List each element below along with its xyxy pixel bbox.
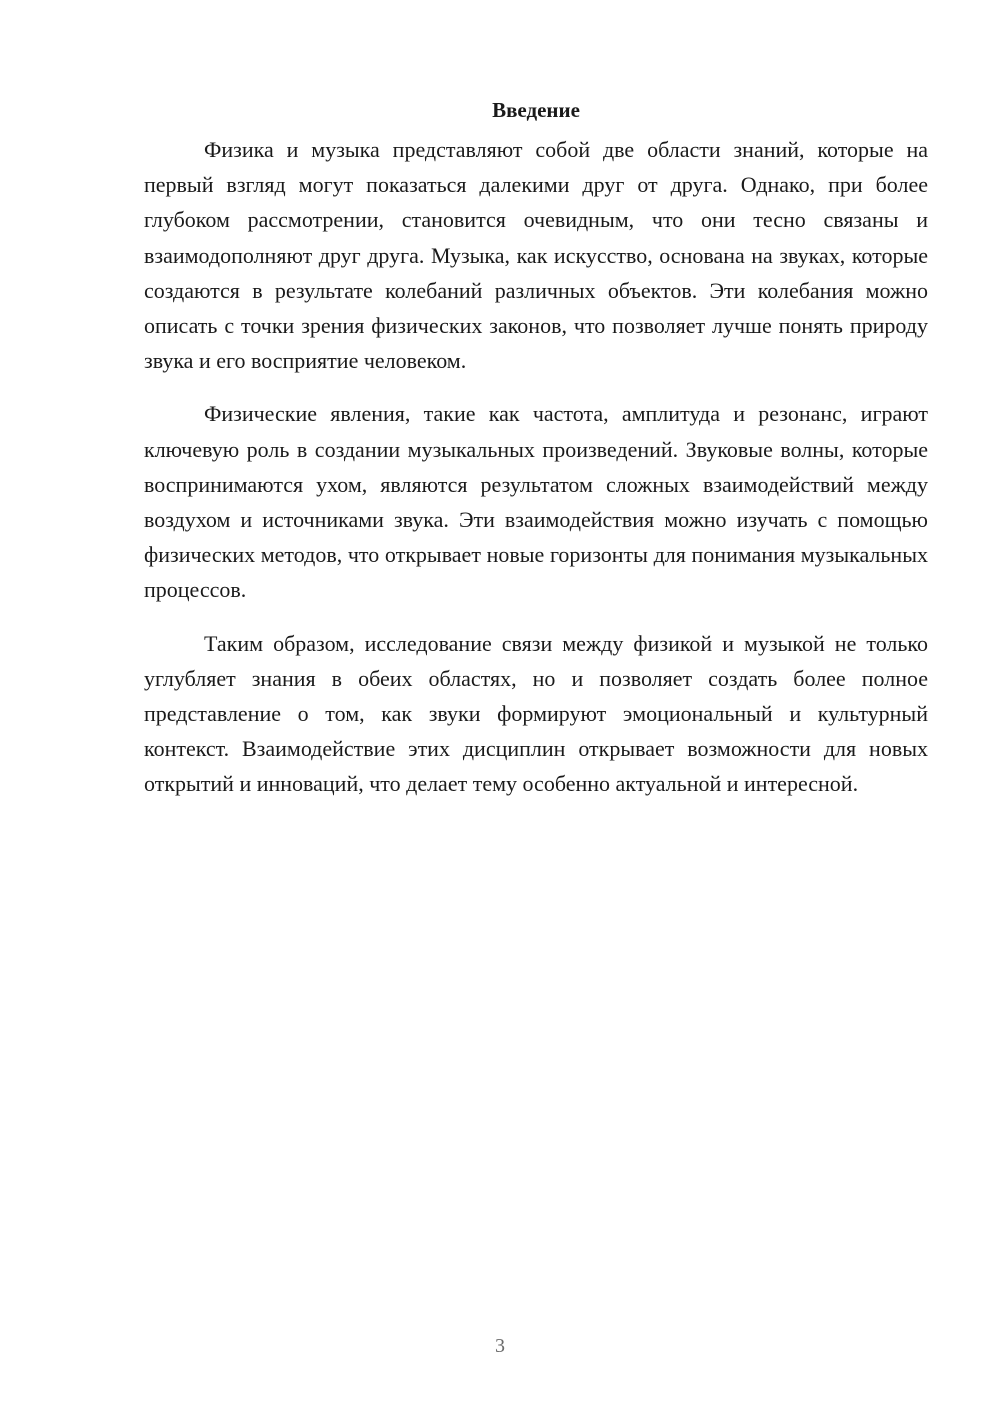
document-body bbox=[144, 92, 928, 820]
section-heading: Введение bbox=[492, 98, 580, 122]
paragraph-2: Физические явления, такие как частота, амплитуда и резонанс, играют ключевую роль в создании музыкальных произведений. Звуковые волны, которые воспринимаются ухом, являются результатом сложных взаимодействий между воздухом и источниками звука. Эти взаимодействия можно изучать с помощью физических методов, что открывает новые горизонты для понимания музыкальных процессов. bbox=[144, 401, 928, 603]
page-number: 3 bbox=[495, 1335, 505, 1357]
paragraph-1: Физика и музыка представляют собой две области знаний, которые на первый взгляд могут показаться далекими друг от друга. Однако, при более глубоком рассмотрении, становится очевидным, что они тесно связаны и взаимодополняют друг друга. Музыка, как искусство, основана на звуках, которые создаются в результате колебаний различных объектов. Эти колебания можно описать с точки зрения физических законов, что позволяет лучше понять природу звука и его восприятие человеком. bbox=[144, 137, 928, 374]
paragraph-3: Таким образом, исследование связи между физикой и музыкой не только углубляет знания в обеих областях, но и позволяет создать более полное представление о том, как звуки формируют эмоциональный и культурный контекст. Взаимодействие этих дисциплин открывает возможности для новых открытий и инноваций, что делает тему особенно актуальной и интересной. bbox=[144, 630, 928, 797]
